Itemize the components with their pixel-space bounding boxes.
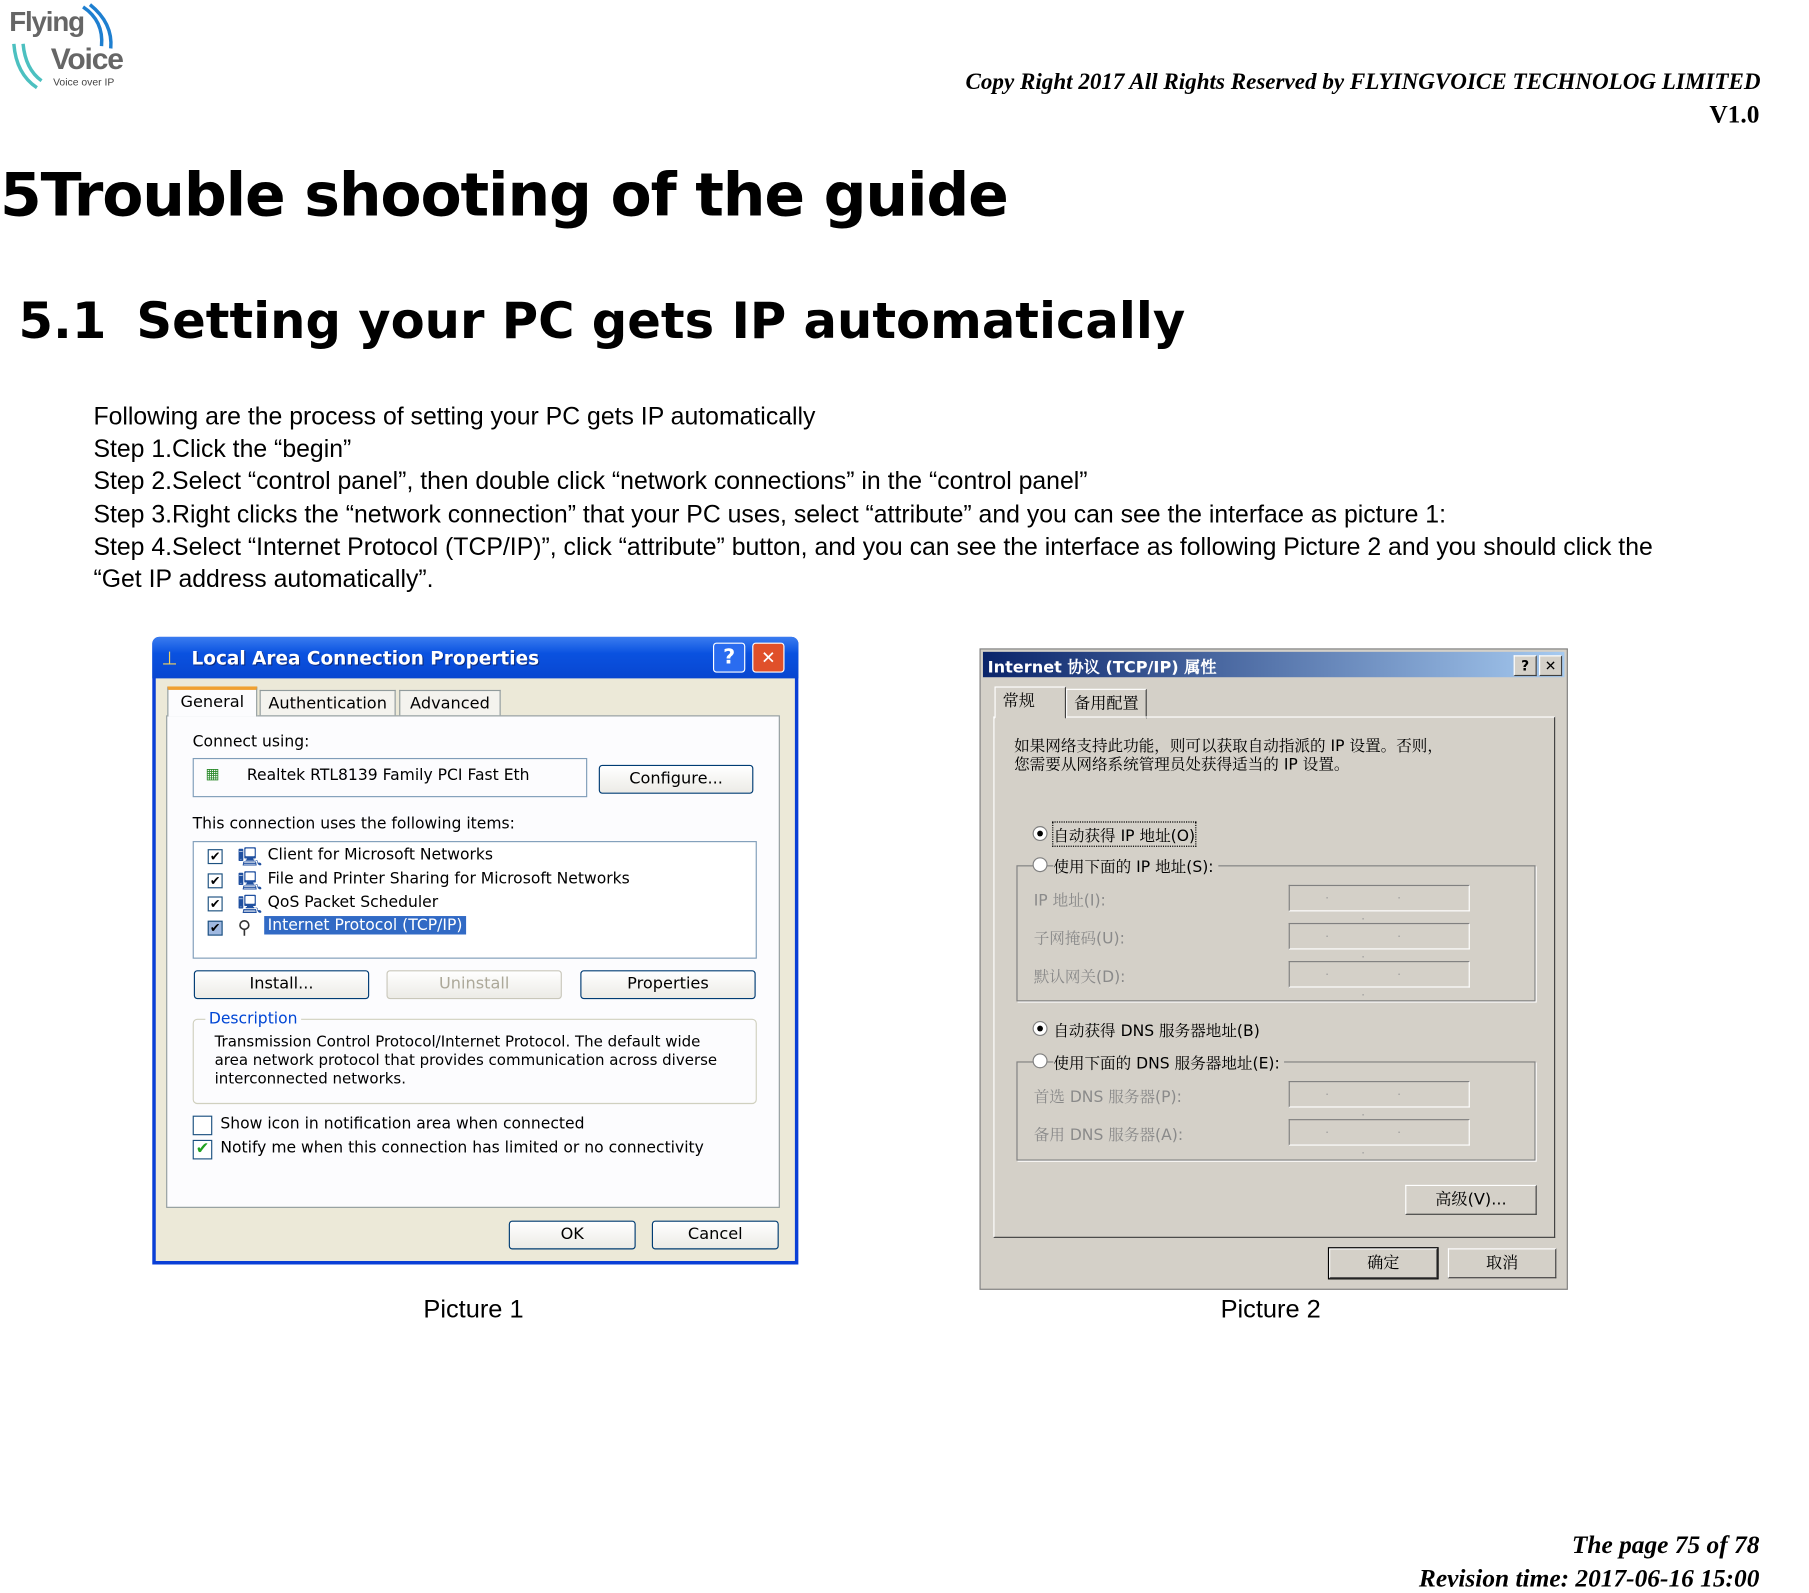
intro-text-line-1: 如果网络支持此功能，则可以获取自动指派的 IP 设置。否则，: [1014, 737, 1443, 756]
section-title: Setting your PC gets IP automatically: [136, 293, 1186, 351]
instruction-line: Step 1.Click the “begin”: [93, 435, 352, 463]
help-button[interactable]: ?: [1514, 655, 1537, 676]
revision-time: Revision time: 2017-06-16 15:00: [1418, 1563, 1760, 1593]
instructions: [93, 400, 1652, 595]
logo-text-voice: Voice: [50, 41, 123, 77]
section-number: 5.1: [18, 293, 107, 351]
logo-tagline: Voice over IP: [53, 76, 115, 88]
gateway-input[interactable]: . . .: [1289, 961, 1470, 988]
dialog-title: Local Area Connection Properties: [191, 647, 540, 670]
alternate-dns-input[interactable]: . . .: [1289, 1119, 1470, 1146]
install-button[interactable]: Install...: [194, 970, 369, 999]
general-panel: [166, 715, 780, 1208]
notify-checkbox[interactable]: ✔: [193, 1140, 213, 1160]
protocol-icon: ⚲: [237, 916, 252, 938]
logo-text-flying: Flying: [9, 6, 84, 39]
ip-address-input[interactable]: . . .: [1289, 885, 1470, 912]
title-bar: [983, 652, 1564, 677]
instruction-line: Step 4.Select “Internet Protocol (TCP/IP)”, click “attribute” button, and you can see the interface as following Picture 2 and you should click the: [93, 532, 1653, 561]
subnet-mask-input[interactable]: . . .: [1289, 923, 1470, 950]
configure-button[interactable]: Configure...: [599, 765, 754, 794]
tab-general[interactable]: General: [167, 686, 257, 716]
list-item[interactable]: QoS Packet Scheduler: [267, 892, 439, 912]
tab-alternate-config[interactable]: 备用配置: [1066, 689, 1147, 719]
adapter-name: Realtek RTL8139 Family PCI Fast Eth: [246, 766, 530, 785]
ip-address-label: IP 地址(I):: [1033, 891, 1106, 911]
help-button[interactable]: ?: [713, 643, 745, 673]
components-list[interactable]: [193, 841, 757, 959]
tab-authentication[interactable]: Authentication: [260, 690, 396, 717]
item-checkbox[interactable]: ✔: [208, 921, 223, 936]
section-heading: [18, 293, 1185, 351]
tab-advanced[interactable]: Advanced: [399, 690, 501, 717]
local-area-connection-dialog: [152, 637, 798, 1265]
computer-icon: 🖳: [237, 845, 263, 868]
intro-text-line-2: 您需要从网络系统管理员处获得适当的 IP 设置。: [1014, 755, 1350, 775]
subnet-mask-label: 子网掩码(U):: [1033, 929, 1125, 949]
auto-dns-label[interactable]: 自动获得 DNS 服务器地址(B): [1053, 1022, 1260, 1041]
manual-ip-group: [1016, 865, 1535, 1001]
close-button[interactable]: ✕: [1539, 655, 1562, 676]
general-panel: [993, 716, 1555, 1237]
description-label: Description: [205, 1009, 301, 1027]
instruction-line: Step 3.Right clicks the “network connection” that your PC uses, select “attribute” and you can see the interface as picture 1:: [93, 500, 1447, 528]
items-label: This connection uses the following items:: [192, 814, 515, 833]
notify-label: Notify me when this connection has limited or no connectivity: [220, 1138, 704, 1158]
preferred-dns-label: 首选 DNS 服务器(P):: [1033, 1087, 1182, 1107]
ok-button[interactable]: OK: [509, 1221, 636, 1250]
instruction-line: Following are the process of setting your PC gets IP automatically: [93, 402, 816, 431]
cancel-button[interactable]: 取消: [1448, 1248, 1556, 1278]
copyright-notice: Copy Right 2017 All Rights Reserved by FLYINGVOICE TECHNOLOG LIMITED: [965, 69, 1761, 95]
adapter-field: [193, 758, 588, 797]
page-number: The page 75 of 78: [1571, 1529, 1760, 1559]
list-item[interactable]: Client for Microsoft Networks: [267, 845, 494, 865]
dialog-body: [156, 678, 795, 1261]
version-label: V1.0: [1709, 99, 1760, 129]
picture-1-caption: Picture 1: [423, 1294, 524, 1324]
preferred-dns-input[interactable]: . . .: [1289, 1081, 1470, 1108]
close-button[interactable]: ✕: [752, 643, 784, 673]
computer-icon: 🖳: [237, 869, 263, 892]
instruction-line: Step 2.Select “control panel”, then double click “network connections” in the “control panel”: [93, 467, 1088, 496]
alternate-dns-label: 备用 DNS 服务器(A):: [1033, 1126, 1184, 1145]
tab-general[interactable]: 常规: [994, 686, 1066, 718]
manual-dns-group: [1016, 1061, 1535, 1160]
network-card-icon: ▦: [205, 766, 220, 784]
manual-ip-label[interactable]: 使用下面的 IP 地址(S):: [1053, 854, 1218, 877]
instruction-line: “Get IP address automatically”.: [93, 565, 434, 594]
flyingvoice-logo: [7, 2, 122, 94]
picture-2-caption: Picture 2: [1220, 1294, 1321, 1324]
description-text: Transmission Control Protocol/Internet Protocol. The default wide area network protocol that provides communication across diverse interconnected networks.: [214, 1033, 718, 1088]
show-icon-label: Show icon in notification area when connected: [220, 1114, 585, 1133]
manual-ip-radio[interactable]: [1033, 857, 1048, 872]
dialog-title: Internet 协议 (TCP/IP) 属性: [987, 658, 1217, 678]
description-group: [193, 1009, 757, 1104]
cancel-button[interactable]: Cancel: [652, 1221, 779, 1250]
auto-dns-radio[interactable]: [1033, 1021, 1048, 1036]
auto-ip-label[interactable]: 自动获得 IP 地址(O): [1053, 823, 1195, 846]
gateway-label: 默认网关(D):: [1033, 967, 1126, 987]
show-icon-checkbox[interactable]: [193, 1116, 213, 1136]
item-checkbox[interactable]: ✔: [208, 896, 223, 911]
properties-button[interactable]: Properties: [580, 970, 755, 999]
manual-dns-radio[interactable]: [1033, 1053, 1048, 1068]
manual-dns-label[interactable]: 使用下面的 DNS 服务器地址(E):: [1053, 1050, 1284, 1073]
auto-ip-radio[interactable]: [1033, 826, 1048, 841]
advanced-button[interactable]: 高级(V)...: [1405, 1185, 1537, 1215]
title-bar: [152, 637, 798, 679]
item-checkbox[interactable]: ✔: [208, 873, 223, 888]
chapter-title: 5Trouble shooting of the guide: [0, 161, 1008, 231]
uninstall-button[interactable]: Uninstall: [386, 970, 561, 999]
network-connection-icon: ⊥: [161, 647, 178, 670]
list-item[interactable]: File and Printer Sharing for Microsoft Networks: [267, 869, 630, 889]
tcpip-properties-dialog: [979, 648, 1567, 1289]
ok-button[interactable]: 确定: [1329, 1248, 1437, 1278]
connect-using-label: Connect using:: [192, 732, 310, 752]
item-checkbox[interactable]: ✔: [208, 849, 223, 864]
list-item-selected[interactable]: Internet Protocol (TCP/IP): [264, 916, 466, 934]
computer-icon: 🖳: [237, 892, 263, 915]
